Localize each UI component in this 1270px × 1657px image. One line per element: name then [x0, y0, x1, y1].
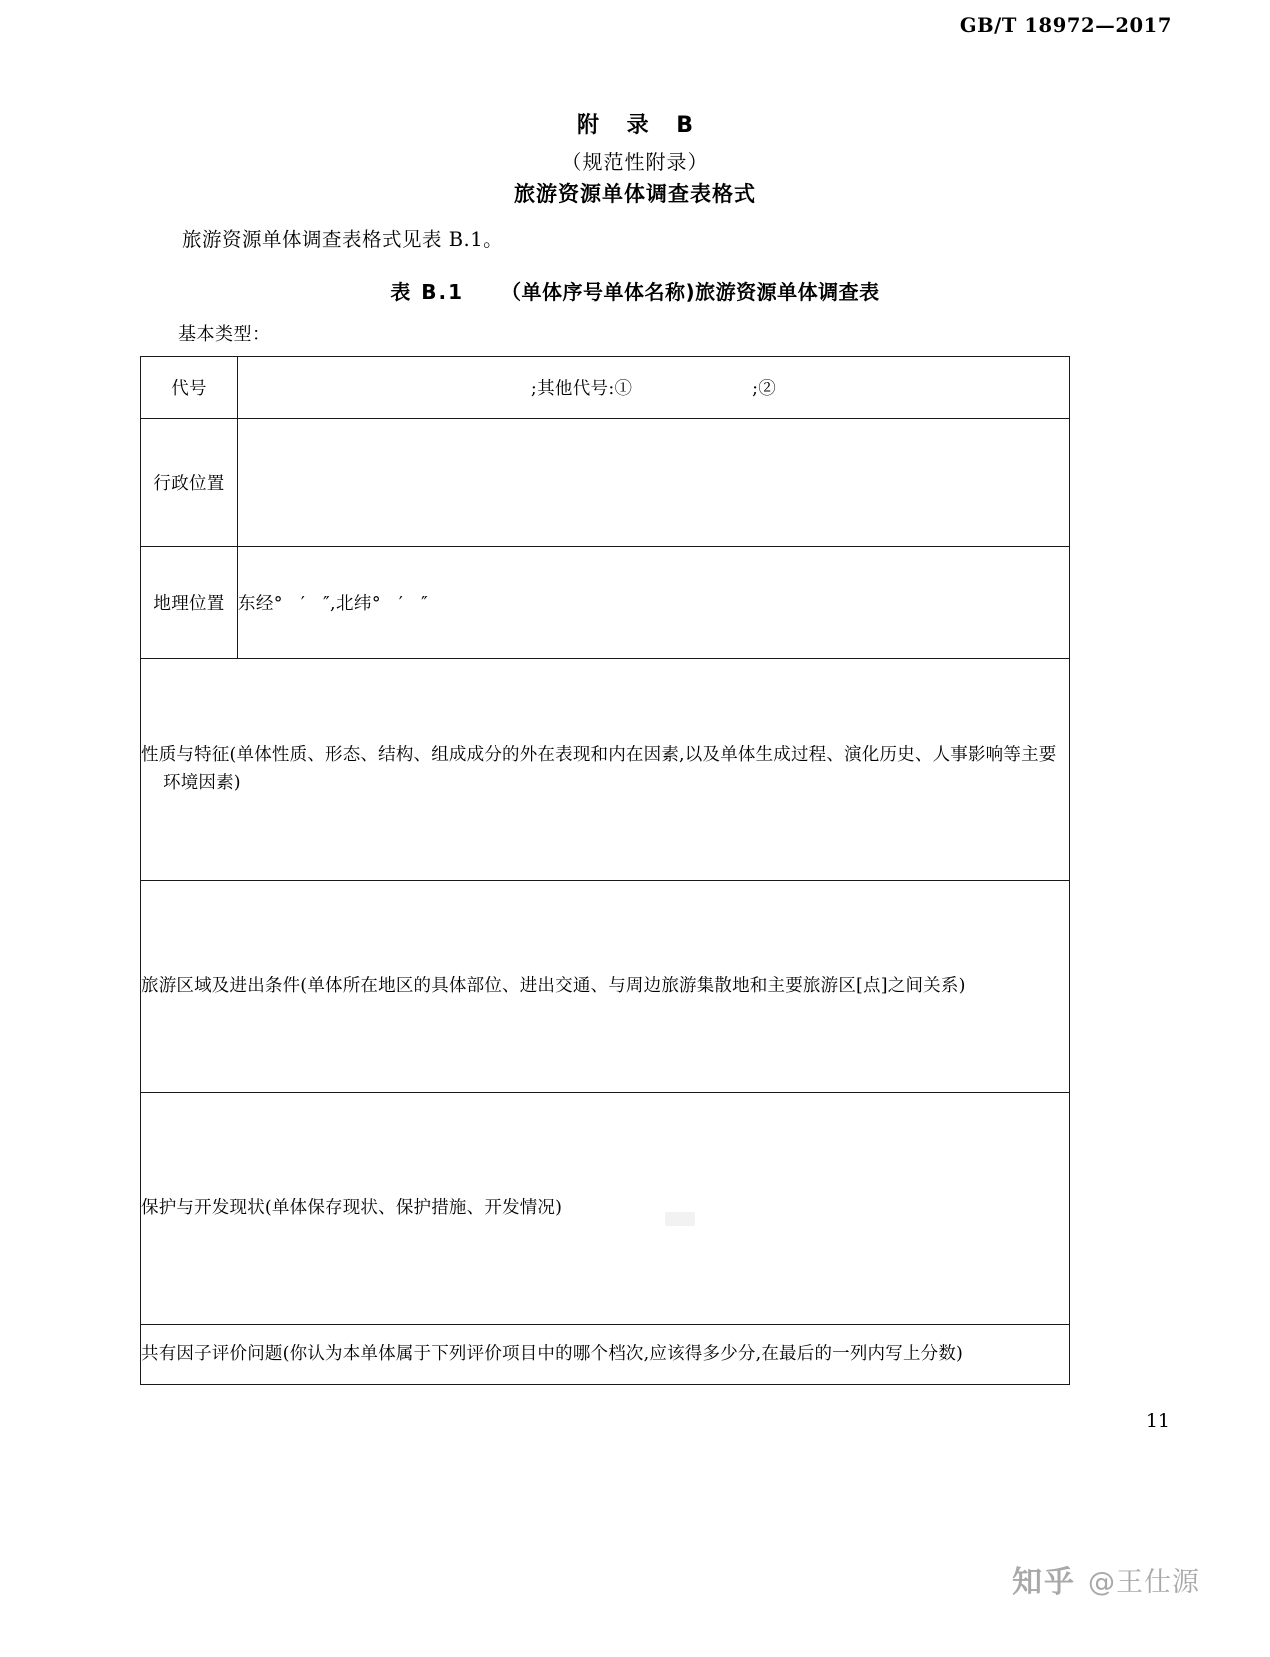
page-number: 11 [1145, 1410, 1170, 1432]
table-caption-number: 表 B.1 [390, 280, 465, 304]
table-row-protection [141, 1093, 1070, 1325]
code-other-suffix: ;② [752, 379, 777, 399]
table-row-nature [141, 659, 1070, 881]
row-label-code: 代号 [141, 357, 238, 419]
common-factor-prompt: 共有因子评价问题(你认为本单体属于下列评价项目中的哪个档次,应该得多少分,在最后的一列内写上分数) [141, 1343, 964, 1364]
annex-subtitle: （规范性附录） [561, 150, 709, 174]
basic-type-label: 基本类型： [178, 324, 271, 345]
annex-name: 旅游资源单体调查表格式 [514, 182, 756, 206]
row-value-geo-location[interactable] [238, 547, 1070, 659]
watermark [1012, 1557, 1200, 1601]
row-value-protection[interactable] [141, 1093, 1070, 1325]
table-row-code [141, 357, 1070, 419]
watermark-handle: @王仕源 [1088, 1566, 1200, 1598]
row-value-code[interactable] [238, 357, 1070, 419]
standard-number-header: GB/T 18972—2017 [959, 14, 1172, 37]
row-label-geo-location: 地理位置 [141, 547, 238, 659]
table-row-tour-area [141, 881, 1070, 1093]
table-caption-text: （单体序号单体名称)旅游资源单体调查表 [501, 280, 880, 304]
table-row-admin-location [141, 419, 1070, 547]
table-caption [0, 276, 1270, 305]
row-value-admin-location[interactable] [238, 419, 1070, 547]
row-value-common-factor[interactable] [141, 1325, 1070, 1385]
row-value-tour-area[interactable] [141, 881, 1070, 1093]
zhihu-logo: 知乎 [1012, 1565, 1076, 1600]
code-other-prefix: ;其他代号:① [530, 379, 633, 399]
row-value-nature[interactable] [141, 659, 1070, 881]
resource-survey-form-table [140, 356, 1070, 1385]
scan-artifact [665, 1212, 695, 1226]
intro-paragraph: 旅游资源单体调查表格式见表 B.1。 [182, 228, 504, 251]
table-row-geo-location [141, 547, 1070, 659]
nature-prompt-line1: 性质与特征(单体性质、形态、结构、组成成分的外在表现和内在因素,以及单体生成过程、演化历史、人事影响等主要 [141, 745, 1057, 766]
table-row-common-factor [141, 1325, 1070, 1385]
annex-title: 附 录 B [576, 113, 704, 138]
row-label-admin-location: 行政位置 [141, 419, 238, 547]
tour-area-prompt: 旅游区域及进出条件(单体所在地区的具体部位、进出交通、与周边旅游集散地和主要旅游区[点]之间关系) [141, 975, 966, 996]
protection-prompt: 保护与开发现状(单体保存现状、保护措施、开发情况) [141, 1197, 563, 1218]
nature-prompt-line2: 环境因素) [163, 772, 241, 793]
geo-coordinate-template: 东经° ′ ″,北纬° ′ ″ [238, 594, 429, 614]
